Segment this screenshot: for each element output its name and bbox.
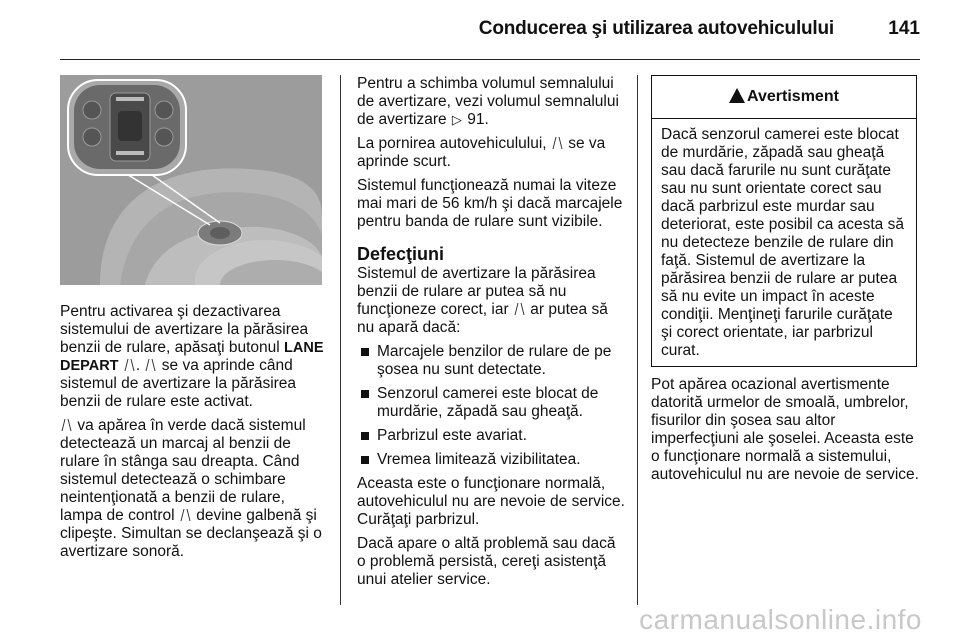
lane-departure-icon bbox=[146, 358, 155, 371]
watermark: carmanualsonline.info bbox=[639, 604, 922, 635]
steering-wheel-controls-icon bbox=[60, 75, 322, 285]
list-item: Parbrizul este avariat. bbox=[357, 427, 625, 445]
list-item: Vremea limitează vizibilitatea. bbox=[357, 451, 625, 469]
warning-triangle-icon bbox=[729, 88, 745, 103]
paragraph bbox=[60, 303, 326, 411]
column-3-text bbox=[651, 376, 923, 484]
text-span: se va aprinde scurt. bbox=[357, 135, 606, 170]
paragraph: Pot apărea ocazional avertismente datorită urmelor de smoală, umbrelor, fisurilor din şosea sau altor imperfecţiuni ale şoselei. Aceasta este o funcţionare normală a sistemului, autovehiculul nu are nevoie de service. bbox=[651, 376, 919, 483]
lane-departure-icon bbox=[553, 136, 562, 149]
warning-title: Avertisment bbox=[747, 88, 839, 105]
paragraph bbox=[357, 75, 625, 129]
text-span: Pentru a schimba volumul semnalului de avertizare, vezi volumul semnalului de avertizare bbox=[357, 75, 619, 128]
page-header bbox=[0, 0, 960, 60]
text-span: va apărea în verde dacă sistemul detectează un marcaj al benzii de rulare în stânga sau dreapta. Când sistemul detectează o schimbare neintenţionată a benzii de rulare, lampa de control bbox=[60, 417, 306, 524]
lane-departure-icon bbox=[515, 302, 524, 315]
list-item: Senzorul camerei este blocat de murdărie, zăpadă sau gheaţă. bbox=[357, 385, 625, 421]
list-item: Marcajele benzilor de rulare de pe şosea nu sunt detectate. bbox=[357, 343, 625, 379]
text-span: ar putea să nu apară dacă: bbox=[357, 301, 608, 336]
paragraph: Sistemul funcţionează numai la viteze mai mari de 56 km/h şi dacă marcajele pentru banda de rulare sunt vizibile. bbox=[357, 177, 623, 230]
page-reference-icon: ▷ bbox=[451, 112, 462, 127]
text-span: Pentru activarea şi dezactivarea sistemului de avertizare la părăsirea benzii de rulare, apăsaţi butonul bbox=[60, 303, 309, 356]
column-1-text bbox=[60, 303, 326, 567]
text-span: . bbox=[135, 357, 141, 374]
paragraph: Aceasta este o funcţionare normală, autovehiculul nu are nevoie de service. Curăţaţi parbrizul. bbox=[357, 475, 625, 528]
page-title: Conducerea şi utilizarea autovehiculului bbox=[478, 18, 834, 39]
paragraph bbox=[60, 417, 326, 561]
lane-departure-icon bbox=[62, 418, 71, 431]
section-title: Defecţiuni bbox=[357, 244, 445, 264]
steering-wheel-figure bbox=[60, 75, 322, 285]
paragraph bbox=[357, 265, 625, 337]
lane-departure-icon bbox=[181, 508, 190, 521]
page-number: 141 bbox=[888, 18, 920, 39]
column-divider bbox=[340, 75, 341, 605]
warning-body: Dacă senzorul camerei este blocat de murdărie, zăpadă sau gheaţă sau dacă farurile nu sunt curăţate sau nu sunt orientate corect sau dacă parbrizul este murdar sau deteriorat, este posibil ca acesta să nu detecteze benzile de rulare din faţă. Sistemul de avertizare la părăsirea benzii de rulare ar putea să nu evite un impact în aceste condiţii. Menţineţi farurile curăţate şi corect orientate, iar parbrizul curat. bbox=[661, 126, 904, 359]
column-2-text bbox=[357, 75, 625, 595]
lane-departure-icon bbox=[125, 358, 134, 371]
header-divider bbox=[60, 59, 920, 60]
warning-box bbox=[651, 75, 917, 367]
text-span: La pornirea autovehiculului, bbox=[357, 135, 547, 152]
page-reference: 91. bbox=[467, 111, 489, 128]
text-span: se va aprinde când sistemul de avertizare la părăsirea benzii de rulare este activat. bbox=[60, 357, 297, 410]
paragraph bbox=[357, 135, 625, 171]
text-span: devine galbenă şi clipeşte. Simultan se declanşează şi o avertizare sonoră. bbox=[60, 507, 322, 560]
warning-header bbox=[652, 76, 916, 119]
text-span: Sistemul de avertizare la părăsirea benzii de rulare ar putea să nu funcţioneze corect, iar bbox=[357, 265, 596, 318]
lane-depart-button-label: LANE DEPART bbox=[60, 340, 324, 374]
column-divider bbox=[637, 75, 638, 605]
paragraph: Dacă apare o altă problemă sau dacă o problemă persistă, cereţi asistenţă unui atelier service. bbox=[357, 535, 616, 588]
bullet-list bbox=[357, 343, 625, 469]
